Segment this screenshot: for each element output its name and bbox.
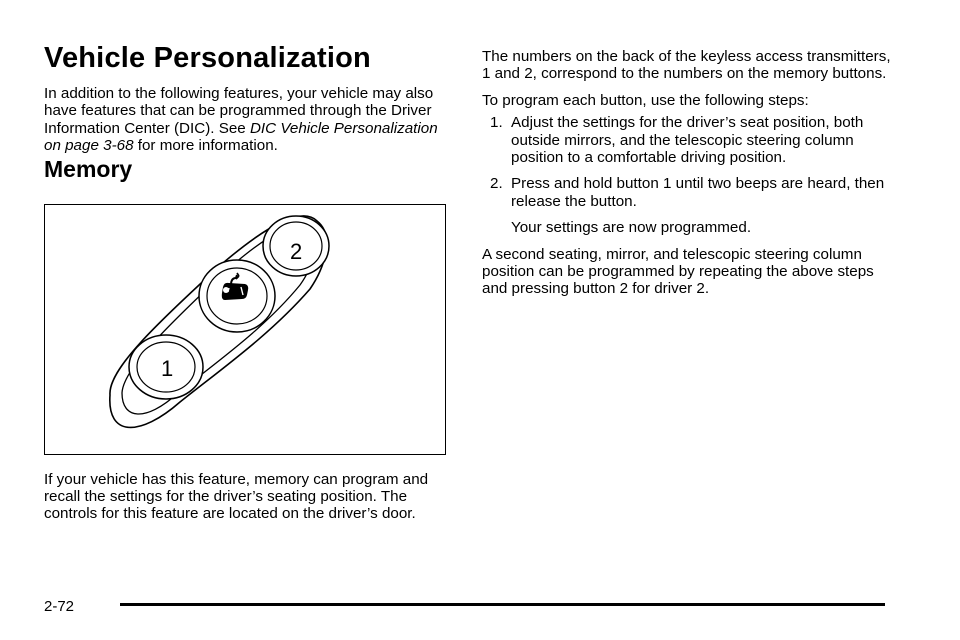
button-2-label: 2 <box>290 238 303 264</box>
footer-rule <box>120 603 885 606</box>
step-number: 1. <box>490 114 503 132</box>
right-column <box>482 48 902 298</box>
intro-text-end: for more information. <box>133 137 278 155</box>
second-driver-paragraph: A second seating, mirror, and telescopic steering column position can be programmed by repeating the above steps and pressing button 2 for driver 2. <box>482 245 874 298</box>
page-number: 2-72 <box>44 598 75 615</box>
step-number: 2. <box>490 175 503 193</box>
memory-button-2[interactable] <box>263 216 329 276</box>
memory-button-1[interactable] <box>129 335 203 399</box>
step-item <box>482 114 902 166</box>
step-text: Adjust the settings for the driver’s seat position, both outside mirrors, and the telescopic steering column position to a comfortable driving position. <box>511 114 864 167</box>
dic-reference-link[interactable]: DIC Vehicle Personalization on page 3-68 <box>44 119 438 155</box>
programmed-note: Your settings are now programmed. <box>511 219 752 237</box>
memory-set-button[interactable] <box>199 260 275 332</box>
transmitter-paragraph: The numbers on the back of the keyless access transmitters, 1 and 2, correspond to the numbers on the memory buttons. <box>482 48 891 83</box>
intro-text: In addition to the following features, your vehicle may also have features that can be programmed through the Driver Information Center (DIC). See <box>44 85 434 137</box>
memory-buttons-illustration <box>44 204 446 455</box>
intro-paragraph <box>44 85 449 155</box>
program-steps <box>482 114 902 210</box>
step-item <box>482 175 902 210</box>
page-title: Vehicle Personalization <box>44 42 371 74</box>
left-column <box>44 40 449 523</box>
button-1-label: 1 <box>161 355 174 381</box>
program-intro: To program each button, use the following steps: <box>482 91 809 109</box>
memory-heading: Memory <box>44 155 133 182</box>
step-text: Press and hold button 1 until two beeps are heard, then release the button. <box>511 175 885 210</box>
memory-description: If your vehicle has this feature, memory can program and recall the settings for the driver’s seating position. The controls for this feature are located on the driver’s door. <box>44 470 429 523</box>
